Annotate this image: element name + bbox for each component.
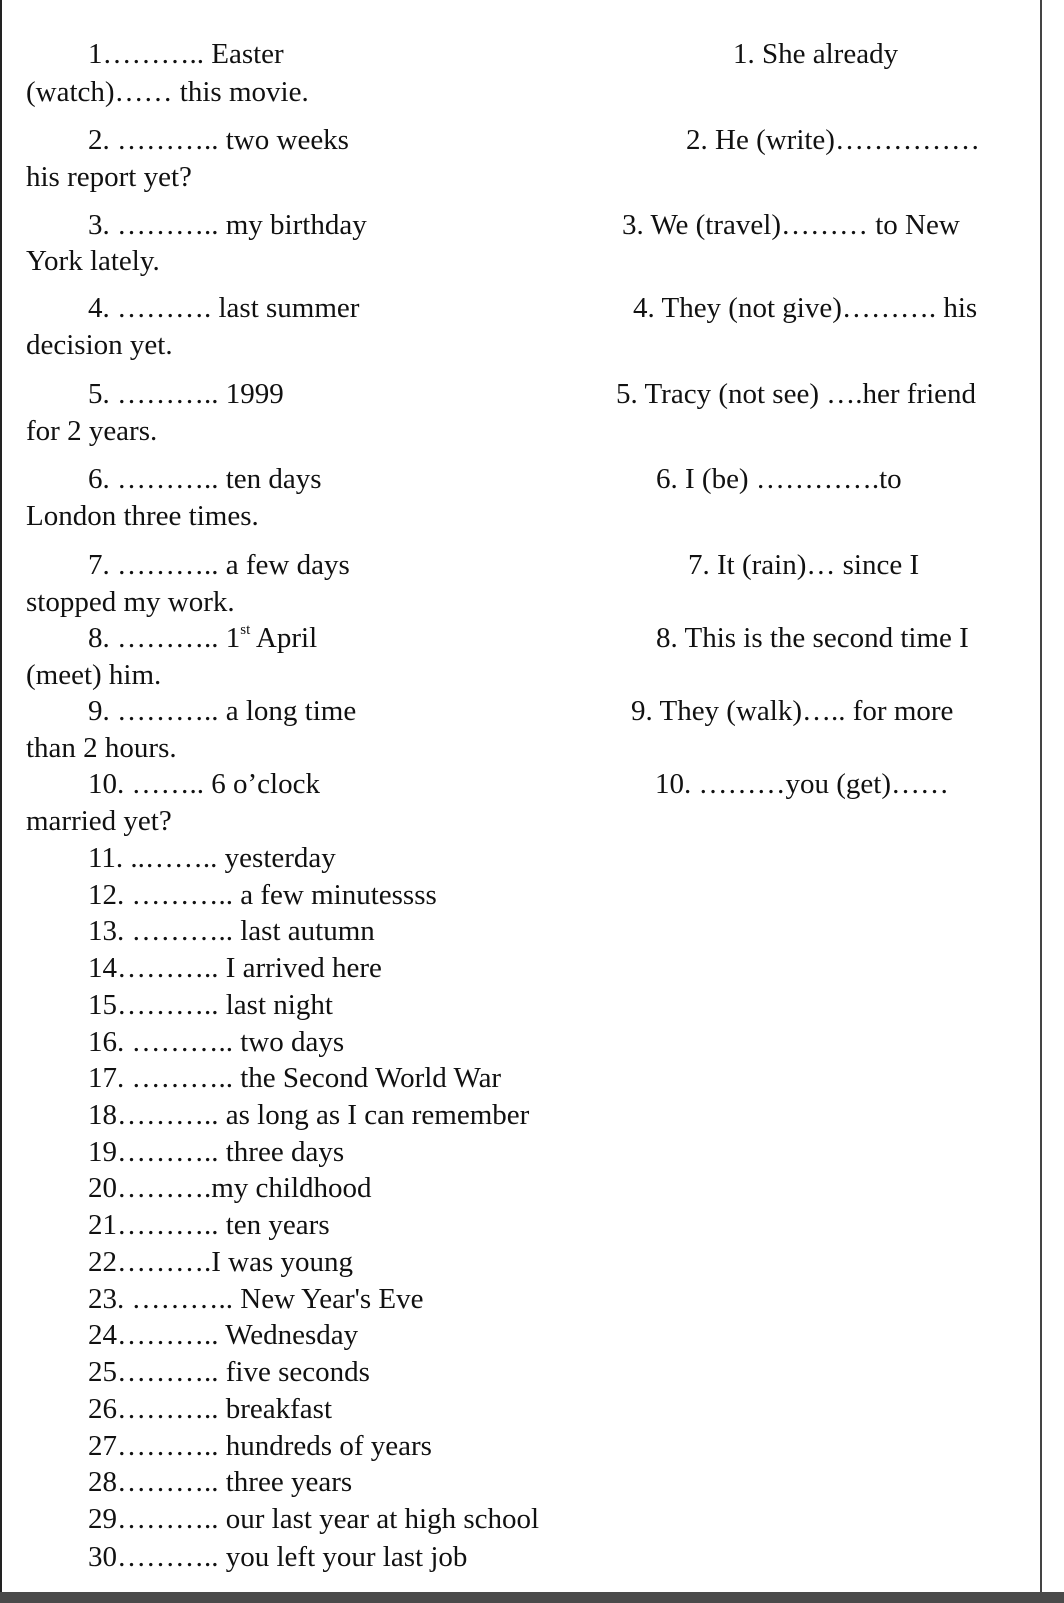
left-item-11: 11. ..…….. yesterday bbox=[88, 842, 336, 874]
page-right-border bbox=[1040, 0, 1042, 1603]
left-item-2: 2. ……….. two weeks bbox=[88, 124, 349, 156]
right-item-6-cont: London three times. bbox=[26, 500, 259, 532]
left-item-3: 3. ……….. my birthday bbox=[88, 209, 367, 241]
left-item-22: 22……….I was young bbox=[88, 1246, 354, 1278]
right-item-4-cont: decision yet. bbox=[26, 329, 173, 361]
right-item-4: 4. They (not give)………. his bbox=[633, 292, 978, 324]
left-item-25: 25……….. five seconds bbox=[88, 1356, 370, 1388]
right-item-3: 3. We (travel)……… to New bbox=[622, 209, 960, 241]
left-item-16: 16. ……….. two days bbox=[88, 1026, 345, 1058]
left-item-18: 18……….. as long as I can remember bbox=[88, 1099, 530, 1131]
left-item-19: 19……….. three days bbox=[88, 1136, 345, 1168]
left-item-29: 29……….. our last year at high school bbox=[88, 1503, 540, 1535]
right-item-2-cont: his report yet? bbox=[26, 161, 192, 193]
left-item-21: 21……….. ten years bbox=[88, 1209, 330, 1241]
right-item-7-cont: stopped my work. bbox=[26, 586, 235, 618]
left-item-8-sup: st bbox=[240, 622, 251, 639]
right-item-9: 9. They (walk)….. for more bbox=[631, 695, 954, 727]
left-item-8-text: 8. ……….. 1 bbox=[88, 622, 241, 654]
left-item-30: 30……….. you left your last job bbox=[88, 1541, 468, 1573]
left-item-1: 1……….. Easter bbox=[88, 38, 284, 70]
left-item-13: 13. ……….. last autumn bbox=[88, 915, 375, 947]
right-item-5-cont: for 2 years. bbox=[26, 415, 158, 447]
right-item-8: 8. This is the second time I bbox=[656, 622, 969, 654]
right-item-1: 1. She already bbox=[733, 38, 899, 70]
left-item-12: 12. ……….. a few minutessss bbox=[88, 879, 437, 911]
right-item-2: 2. He (write)…………… bbox=[686, 124, 980, 156]
left-item-27: 27……….. hundreds of years bbox=[88, 1430, 432, 1462]
left-item-15: 15……….. last night bbox=[88, 989, 333, 1021]
page-left-border bbox=[0, 0, 2, 1603]
right-item-9-cont: than 2 hours. bbox=[26, 732, 177, 764]
right-item-6: 6. I (be) ………….to bbox=[656, 463, 902, 495]
left-item-10: 10. …….. 6 o’clock bbox=[88, 768, 320, 800]
left-item-8-rest: April bbox=[250, 622, 318, 654]
right-item-5: 5. Tracy (not see) ….her friend bbox=[616, 378, 976, 410]
right-item-10: 10. ………you (get)…… bbox=[655, 768, 949, 800]
left-item-4: 4. ………. last summer bbox=[88, 292, 360, 324]
left-item-17: 17. ……….. the Second World War bbox=[88, 1062, 502, 1094]
left-item-5: 5. ……….. 1999 bbox=[88, 378, 284, 410]
right-item-8-cont: (meet) him. bbox=[26, 659, 162, 691]
left-item-20: 20……….my childhood bbox=[88, 1172, 372, 1204]
left-item-9: 9. ……….. a long time bbox=[88, 695, 357, 727]
left-item-28: 28……….. three years bbox=[88, 1466, 353, 1498]
left-item-24: 24……….. Wednesday bbox=[88, 1319, 359, 1351]
left-item-6: 6. ……….. ten days bbox=[88, 463, 322, 495]
left-item-23: 23. ……….. New Year's Eve bbox=[88, 1283, 424, 1315]
right-item-3-cont: York lately. bbox=[26, 245, 160, 277]
right-item-10-cont: married yet? bbox=[26, 805, 172, 837]
left-item-14: 14……….. I arrived here bbox=[88, 952, 382, 984]
right-item-1-cont: (watch)…… this movie. bbox=[26, 76, 309, 108]
left-item-26: 26……….. breakfast bbox=[88, 1393, 333, 1425]
bottom-edge-bar bbox=[0, 1592, 1064, 1603]
left-item-8 bbox=[88, 621, 317, 655]
right-item-7: 7. It (rain)… since I bbox=[688, 549, 920, 581]
left-item-7: 7. ……….. a few days bbox=[88, 549, 350, 581]
